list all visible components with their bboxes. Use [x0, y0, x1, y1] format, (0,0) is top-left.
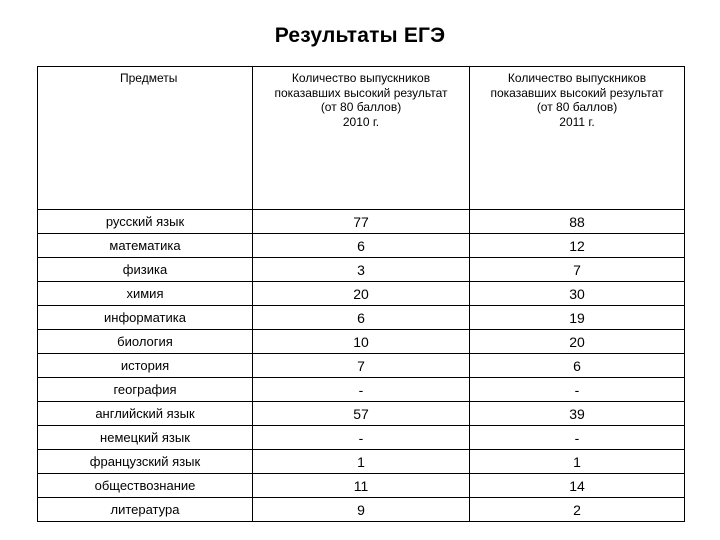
table-row [38, 306, 685, 330]
value-2010-cell: 77 [253, 210, 470, 234]
value-2010-cell: 20 [253, 282, 470, 306]
value-2010-cell: 6 [253, 234, 470, 258]
subject-cell: немецкий язык [38, 426, 253, 450]
header-2011-line: Количество выпускников [507, 71, 647, 85]
table-row [38, 354, 685, 378]
subject-cell: русский язык [38, 210, 253, 234]
table-header-row [38, 67, 685, 210]
value-2011-cell: 39 [470, 402, 685, 426]
value-2011-cell: 2 [470, 498, 685, 522]
value-2010-cell: - [253, 378, 470, 402]
value-2010-cell: 1 [253, 450, 470, 474]
subjects-column-header: Предметы [38, 67, 253, 210]
value-2010-cell: 7 [253, 354, 470, 378]
header-2011-line: показавших высокий результат [490, 85, 664, 100]
value-2010-cell: 10 [253, 330, 470, 354]
value-2011-cell: 6 [470, 354, 685, 378]
subject-cell: французский язык [38, 450, 253, 474]
table-row [38, 426, 685, 450]
header-2010-line: показавших высокий результат [274, 85, 448, 100]
value-2010-cell: - [253, 426, 470, 450]
value-2010-cell: 57 [253, 402, 470, 426]
header-2010-line: (от 80 баллов) [320, 100, 402, 114]
header-2010-line: 2010 г. [342, 114, 380, 129]
value-2011-cell: 14 [470, 474, 685, 498]
value-2011-cell: 1 [470, 450, 685, 474]
value-2010-cell: 11 [253, 474, 470, 498]
subject-cell: информатика [38, 306, 253, 330]
subject-cell: химия [38, 282, 253, 306]
value-2011-cell: 12 [470, 234, 685, 258]
page-title: Результаты ЕГЭ [274, 24, 446, 47]
year-2011-column-header [470, 67, 685, 210]
subject-cell: математика [38, 234, 253, 258]
table-row [38, 210, 685, 234]
subject-cell: география [38, 378, 253, 402]
header-2010-line: Количество выпускников [291, 71, 431, 85]
subject-cell: биология [38, 330, 253, 354]
value-2011-cell: 19 [470, 306, 685, 330]
value-2011-cell: - [470, 378, 685, 402]
value-2011-cell: 20 [470, 330, 685, 354]
year-2010-column-header [253, 67, 470, 210]
table-row [38, 402, 685, 426]
table-row [38, 282, 685, 306]
subject-cell: английский язык [38, 402, 253, 426]
value-2010-cell: 6 [253, 306, 470, 330]
subject-cell: обществознание [38, 474, 253, 498]
table-row [38, 450, 685, 474]
header-2011-line: 2011 г. [559, 114, 595, 129]
table-row [38, 330, 685, 354]
value-2011-cell: - [470, 426, 685, 450]
value-2011-cell: 30 [470, 282, 685, 306]
subject-cell: физика [38, 258, 253, 282]
table-row [38, 258, 685, 282]
subject-cell: литература [38, 498, 253, 522]
table-row [38, 474, 685, 498]
table-row [38, 378, 685, 402]
header-2011-line: (от 80 баллов) [536, 100, 618, 114]
value-2010-cell: 3 [253, 258, 470, 282]
results-table [37, 66, 685, 522]
table-row [38, 234, 685, 258]
value-2011-cell: 7 [470, 258, 685, 282]
subject-cell: история [38, 354, 253, 378]
value-2011-cell: 88 [470, 210, 685, 234]
value-2010-cell: 9 [253, 498, 470, 522]
table-row [38, 498, 685, 522]
